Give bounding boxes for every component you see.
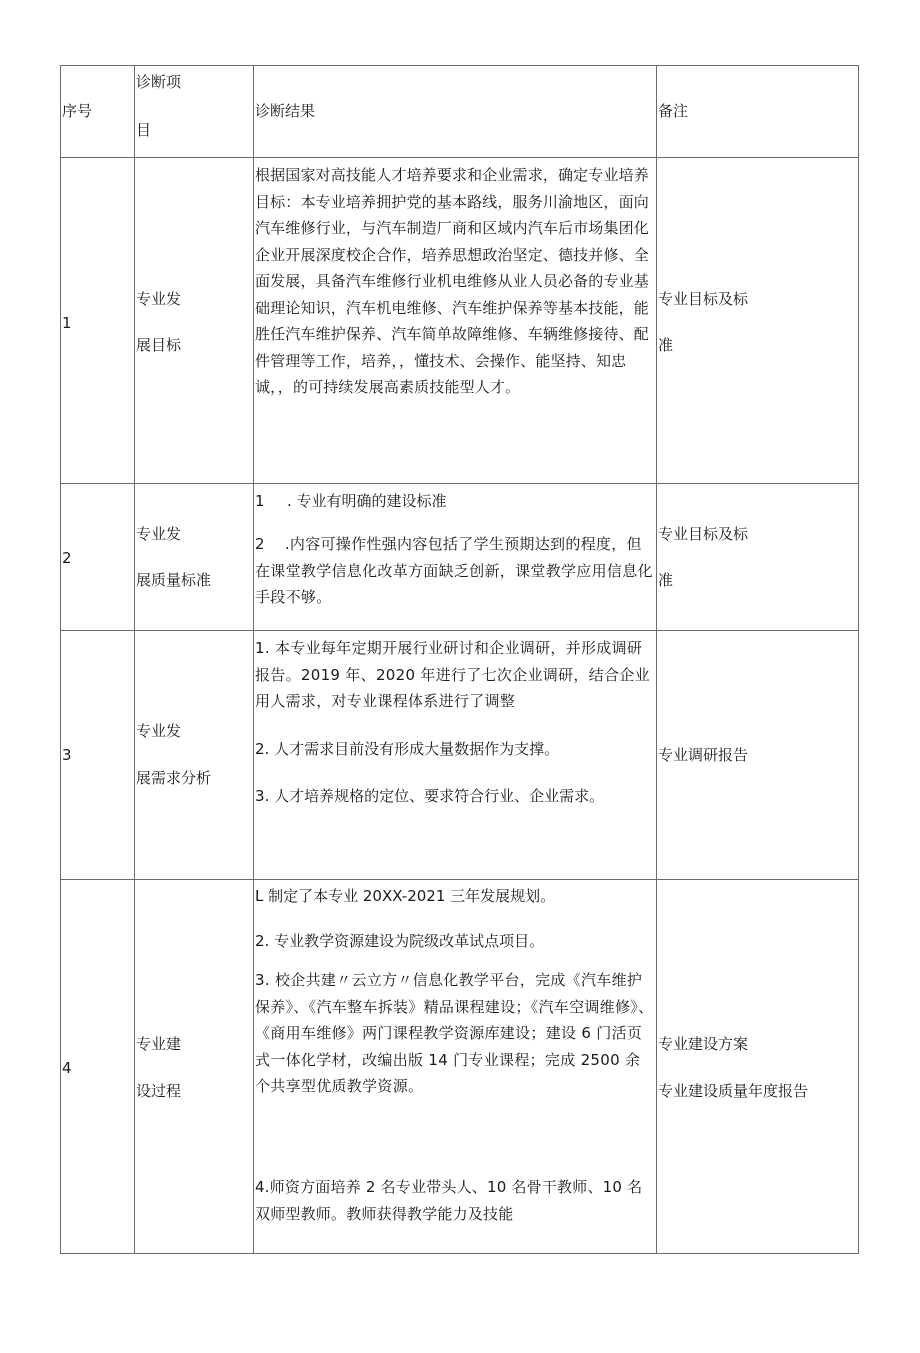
row-result: 根据国家对高技能人才培养要求和企业需求，确定专业培养目标：本专业培养拥护党的基本路线，服务川渝地区，面向汽车维修行业，与汽车制造厂商和区域内汽车后市场集团化企业开展深度校企合作，培养思想政治坚定、德技并修、全面发展，具备汽车维修行业机电维修从业人员必备的专业基础理论知识，汽车机电维修、汽车维护保养等基本技能，能胜任汽车维护保养、汽车简单故障维修、车辆维修接待、配件管理等工作，培养，，懂技术、会操作、能坚持、知忠诚，，的可持续发展高素质技能型人才。	[255, 166, 649, 396]
row-number: 1	[62, 314, 72, 332]
row-number: 3	[62, 746, 72, 764]
row-result-4: 4.师资方面培养 2 名专业带头人、10 名骨干教师、10 名双师型教师。教师获得教学能力及技能	[255, 1178, 643, 1223]
column-divider	[656, 66, 657, 1253]
row-item-line1: 专业建	[136, 1035, 182, 1053]
header-col-item-line1: 诊断项	[136, 73, 182, 91]
row-note-line2: 专业建设质量年度报告	[658, 1082, 809, 1100]
row-item-line2: 展需求分析	[136, 769, 212, 787]
table-row	[61, 630, 858, 879]
row-note-line2: 准	[658, 571, 674, 589]
row-result-1: . 专业有明确的建设标准	[287, 492, 447, 510]
table-row	[61, 157, 858, 483]
row-note-line1: 专业目标及标	[658, 290, 749, 308]
row-item-line1: 专业发	[136, 290, 182, 308]
row-result-1: 1. 本专业每年定期开展行业研讨和企业调研，并形成调研报告。2019 年、2020 年进行了七次企业调研，结合企业用人需求，对专业课程体系进行了调整	[255, 639, 650, 710]
diagnosis-table	[60, 65, 859, 1254]
header-col-result: 诊断结果	[255, 102, 316, 120]
row-result-1-number: 1	[255, 492, 265, 510]
row-item-line2: 展质量标准	[136, 571, 212, 589]
row-item-line2: 设过程	[136, 1082, 182, 1100]
table-header-row	[61, 66, 858, 157]
row-item-line1: 专业发	[136, 722, 182, 740]
row-note-line1: 专业建设方案	[658, 1035, 749, 1053]
row-note-line1: 专业调研报告	[658, 746, 749, 764]
header-col-note: 备注	[658, 102, 689, 120]
table-row	[61, 879, 858, 1255]
row-result-2-number: 2	[255, 535, 265, 553]
row-note-line1: 专业目标及标	[658, 525, 749, 543]
row-number: 2	[62, 549, 72, 567]
row-item-line1: 专业发	[136, 525, 182, 543]
header-col-item-line2: 目	[136, 121, 152, 139]
row-number: 4	[62, 1059, 72, 1077]
column-divider	[253, 66, 254, 1253]
header-col-no: 序号	[62, 102, 93, 120]
row-result-3: 3. 校企共建〃云立方〃信息化教学平台，完成《汽车维护保养》、《汽车整车拆装》精品课程建设；《汽车空调维修》、《商用车维修》两门课程教学资源库建设；建设 6 门活页式一体化学材，改编出版 14 门专业课程；完成 2500 余个共享型优质教学资源。	[255, 971, 654, 1095]
table-row	[61, 483, 858, 630]
row-result-2: 2. 人才需求目前没有形成大量数据作为支撑。	[255, 740, 560, 758]
row-note-line2: 准	[658, 336, 674, 354]
column-divider	[134, 66, 135, 1253]
row-result-1: L 制定了本专业 20XX-2021 三年发展规划。	[255, 887, 556, 905]
row-result-2: 2. 专业教学资源建设为院级改革试点项目。	[255, 932, 545, 950]
row-result-2: 2 .内容可操作性强内容包括了学生预期达到的程度，但在课堂教学信息化改革方面缺乏创新，课堂教学应用信息化手段不够。	[255, 535, 653, 606]
row-result-3: 3. 人才培养规格的定位、要求符合行业、企业需求。	[255, 787, 605, 805]
row-item-line2: 展目标	[136, 336, 182, 354]
